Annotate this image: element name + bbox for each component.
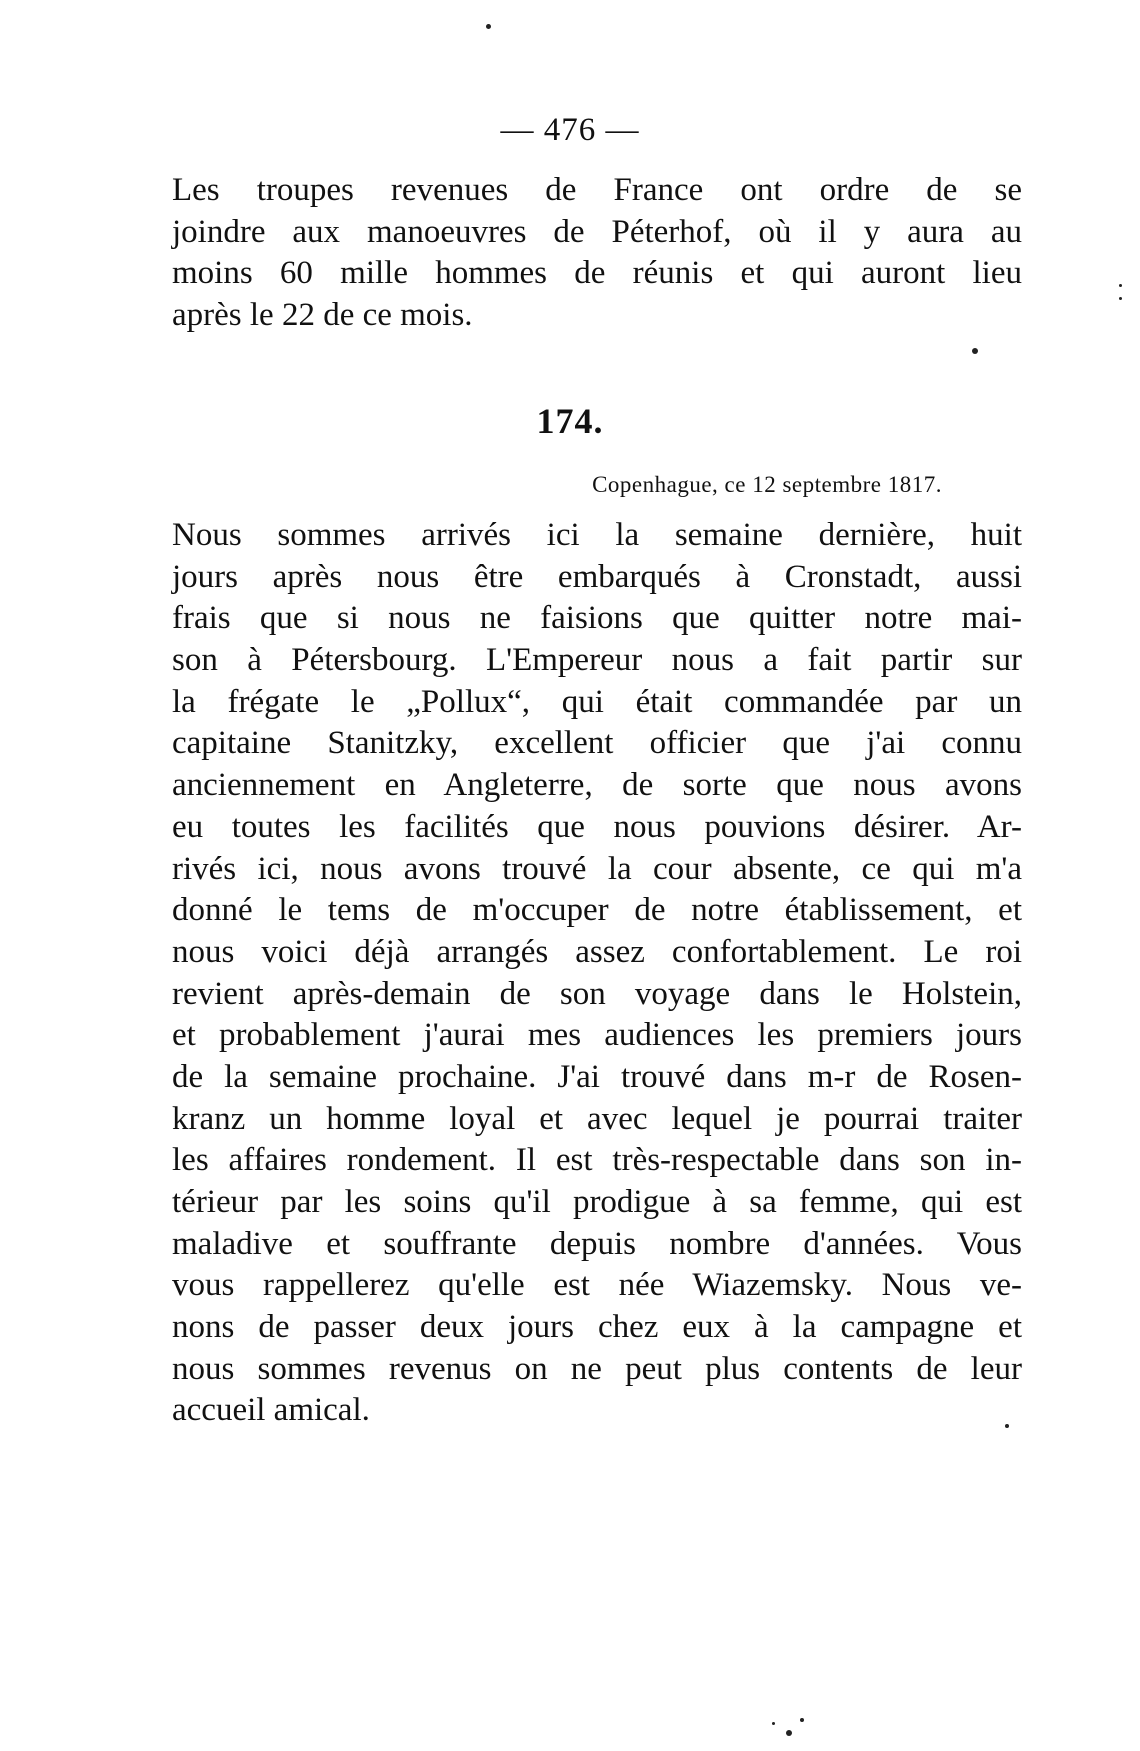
letter-number: 174. xyxy=(536,401,604,441)
paragraph-previous-letter-ending xyxy=(172,170,1022,337)
scan-speck xyxy=(1119,284,1122,287)
text-line: eu toutes les facilités que nous pouvions désirer. Ar- xyxy=(172,808,1022,845)
text-line: de la semaine prochaine. J'ai trouvé dans m-r de Rosen- xyxy=(172,1058,1022,1095)
text-line: après le 22 de ce mois. xyxy=(172,297,473,334)
text-line: accueil amical. xyxy=(172,1392,370,1429)
text-line: rivés ici, nous avons trouvé la cour absente, ce qui m'a xyxy=(172,850,1022,887)
text-line: nous sommes revenus on ne peut plus contents de leur xyxy=(172,1350,1022,1387)
page-number: — 476 — xyxy=(500,112,640,148)
text-line: capitaine Stanitzky, excellent officier que j'ai connu xyxy=(172,725,1022,762)
text-line: Les troupes revenues de France ont ordre de se xyxy=(172,172,1022,208)
text-line: nons de passer deux jours chez eux à la campagne et xyxy=(172,1309,1022,1346)
text-line: maladive et souffrante depuis nombre d'années. Vous xyxy=(172,1225,1022,1262)
scan-speck xyxy=(486,24,491,29)
text-line: les affaires rondement. Il est très-respectable dans son in- xyxy=(172,1142,1022,1179)
text-line: joindre aux manoeuvres de Péterhof, où il y aura au xyxy=(172,213,1022,250)
scan-speck xyxy=(800,1718,804,1722)
text-line: nous voici déjà arrangés assez confortablement. Le roi xyxy=(172,933,1022,970)
text-line: et probablement j'aurai mes audiences les premiers jours xyxy=(172,1017,1022,1054)
text-line: revient après-demain de son voyage dans le Holstein, xyxy=(172,975,1022,1012)
text-line: frais que si nous ne faisions que quitter notre mai- xyxy=(172,600,1022,637)
text-line: donné le tems de m'occuper de notre établissement, et xyxy=(172,892,1022,929)
text-line: kranz un homme loyal et avec lequel je pourrai traiter xyxy=(172,1100,1022,1137)
scan-speck xyxy=(786,1730,792,1736)
text-line: jours après nous être embarqués à Cronstadt, aussi xyxy=(172,558,1022,595)
scan-speck xyxy=(972,348,978,354)
text-line: anciennement en Angleterre, de sorte que nous avons xyxy=(172,767,1022,804)
text-line: la frégate le „Pollux“, qui était commandée par un xyxy=(172,683,1022,720)
text-line: son à Pétersbourg. L'Empereur nous a fait partir sur xyxy=(172,642,1022,679)
scan-speck xyxy=(772,1722,775,1725)
text-line: térieur par les soins qu'il prodigue à sa femme, qui est xyxy=(172,1184,1022,1220)
scan-speck xyxy=(1005,1424,1009,1428)
text-line: moins 60 mille hommes de réunis et qui auront lieu xyxy=(172,255,1022,292)
text-line: vous rappellerez qu'elle est née Wiazemsky. Nous ve- xyxy=(172,1267,1022,1304)
letter-dateline: Copenhague, ce 12 septembre 1817. xyxy=(592,472,942,497)
text-line: Nous sommes arrivés ici la semaine dernière, huit xyxy=(172,517,1022,553)
letter-body xyxy=(172,515,1022,1432)
scan-speck xyxy=(1119,297,1122,300)
